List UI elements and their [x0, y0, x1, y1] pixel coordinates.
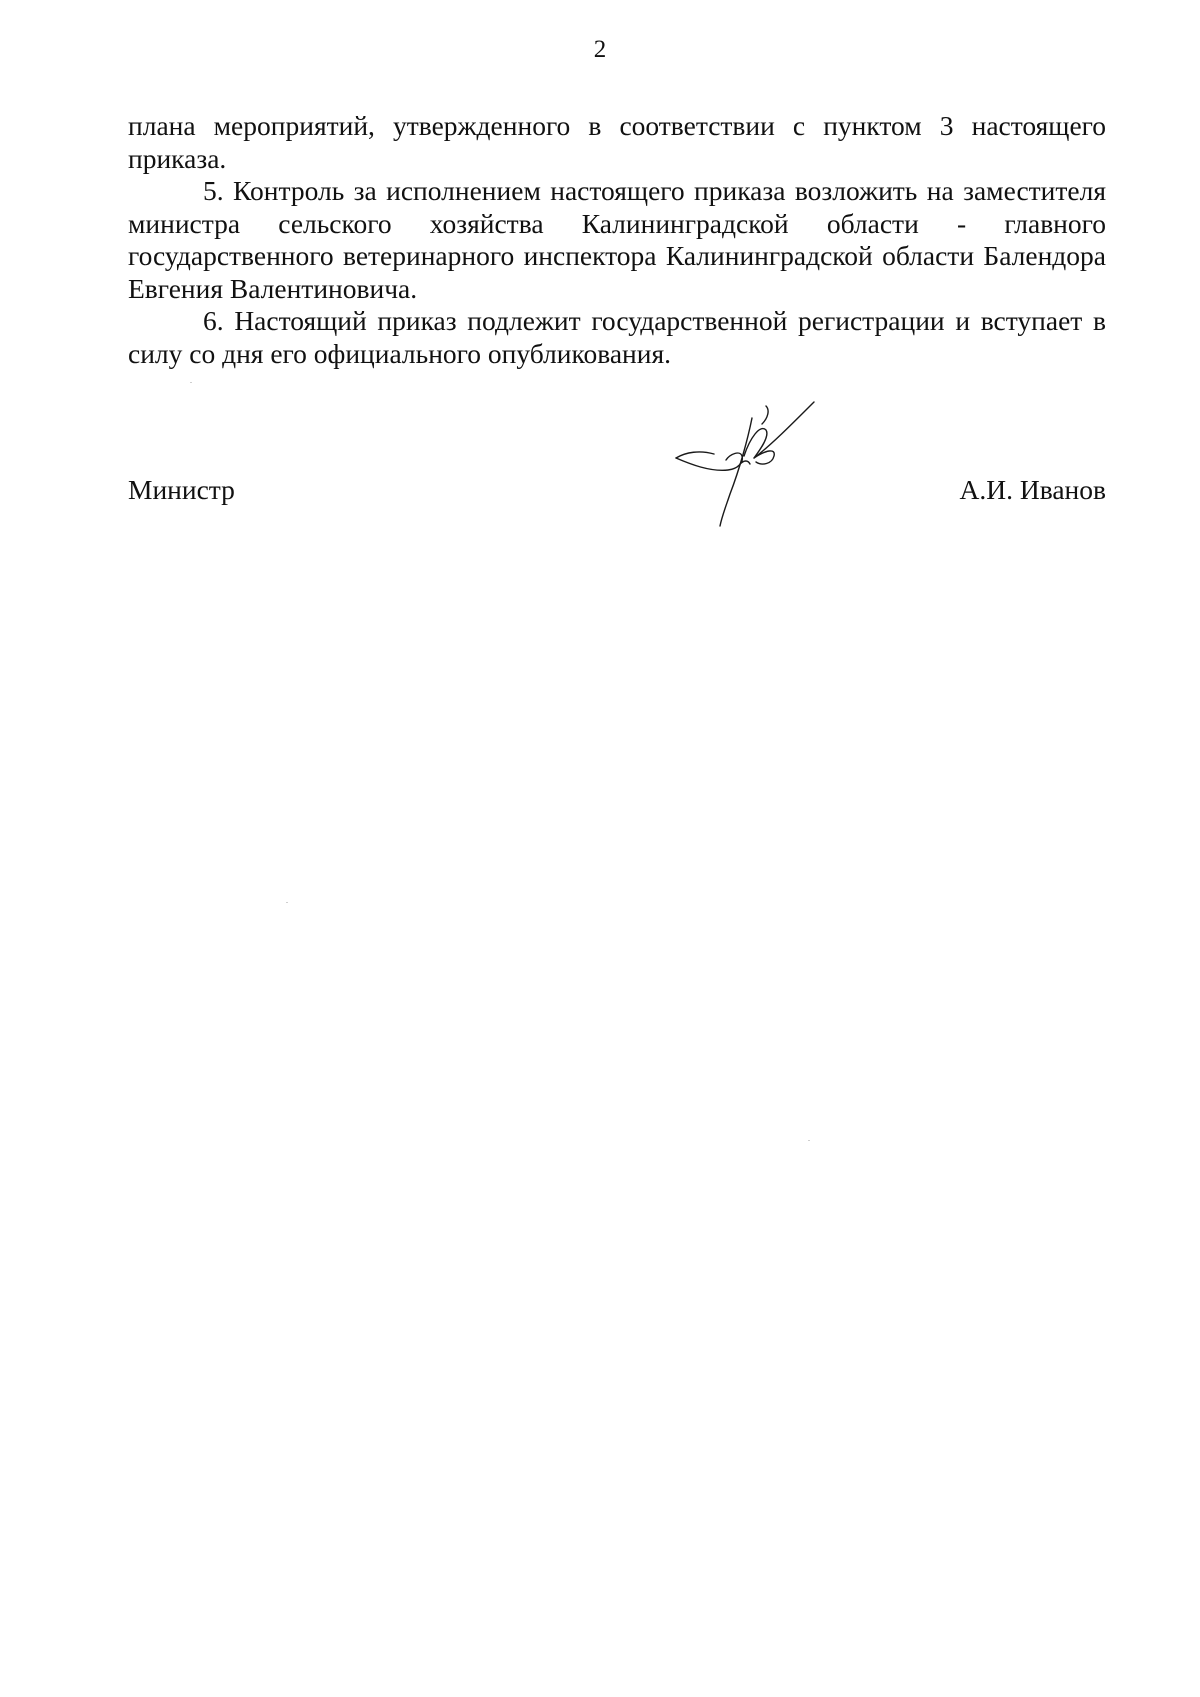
- paragraph-item-5: 5. Контроль за исполнением настоящего приказа возложить на заместителя министра сельского хозяйства Калининградской области - главного государственного ветеринарного инспектора Калининградской области Балендора Евгения Валентиновича.: [128, 175, 1106, 304]
- scan-speck: [190, 382, 192, 383]
- paragraph-continuation: плана мероприятий, утвержденного в соответствии с пунктом 3 настоящего приказа.: [128, 110, 1106, 174]
- scan-speck: [808, 1140, 810, 1141]
- paragraph-item-6: 6. Настоящий приказ подлежит государственной регистрации и вступает в силу со дня его официального опубликования.: [128, 305, 1106, 369]
- page-number: 2: [593, 36, 607, 63]
- scan-speck: [286, 902, 288, 903]
- signature-block: [128, 474, 1106, 514]
- signer-name: А.И. Иванов: [959, 474, 1106, 505]
- signer-title: Министр: [128, 474, 235, 505]
- document-body: [128, 110, 1106, 370]
- handwritten-signature-icon: [670, 398, 820, 538]
